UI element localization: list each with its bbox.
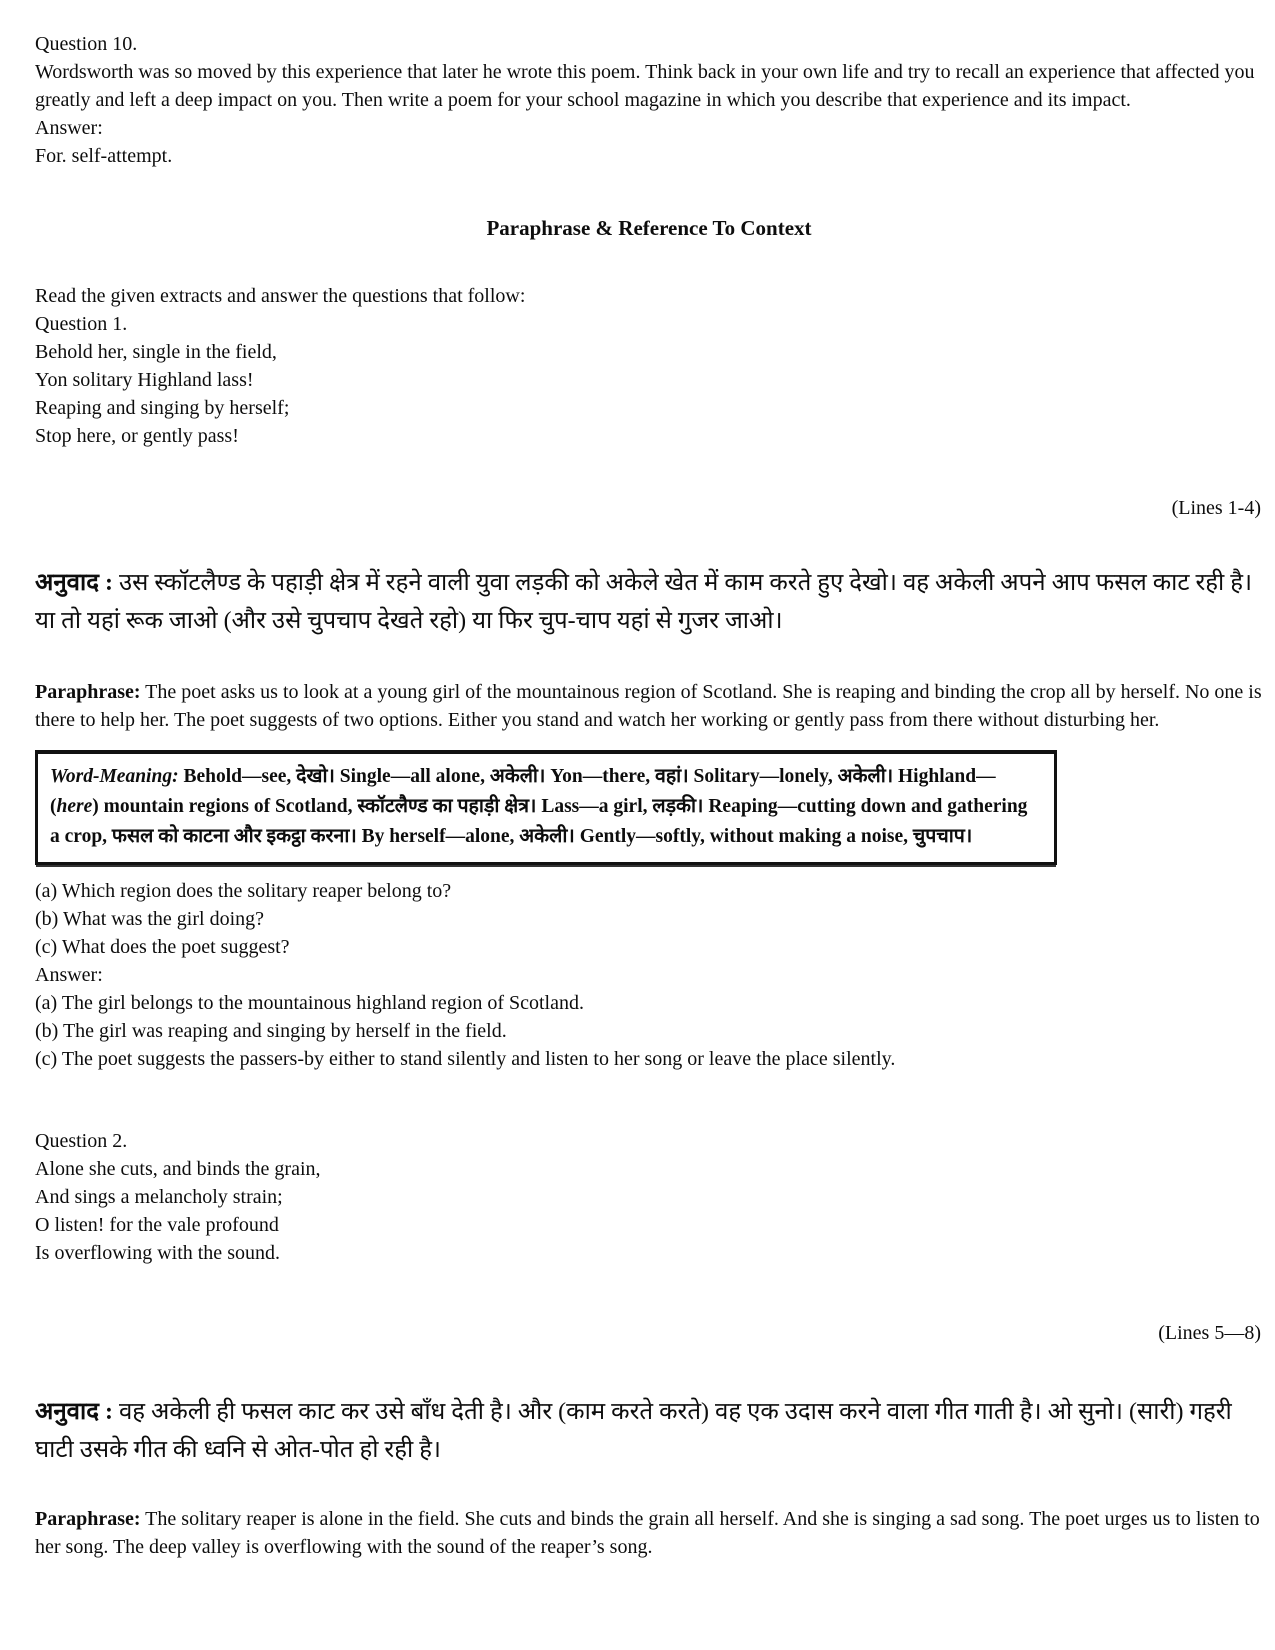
question10-block: [35, 30, 1263, 170]
sub-questions: [35, 877, 1263, 961]
anuvad-label: अनुवाद :: [35, 570, 113, 596]
section-heading: Paraphrase & Reference To Context: [486, 216, 812, 240]
lines-reference-1: (Lines 1-4): [1171, 497, 1261, 519]
question2-block: [35, 1127, 1263, 1267]
word-meaning-box: Word-Meaning: Behold—see, देखो। Single—all alone, अकेली। Yon—there, वहां। Solitary—lonely, अकेली। Highland—(here) mountain regions of Scotland, स्कॉटलैण्ड का पहाड़ी क्षेत्र। Lass—a girl, लड़की। Reaping—cutting down and gathering a crop, फसल को काटना और इकट्ठा करना। By herself—alone, अकेली। Gently—softly, without making a noise, चुपचाप।: [35, 750, 1057, 865]
question10-answer-label: Answer:: [35, 117, 103, 139]
anuvad-text: उस स्कॉटलैण्ड के पहाड़ी क्षेत्र में रहने वाली युवा लड़की को अकेले खेत में काम करते हुए देखो। वह अकेली अपने आप फसल काट रही है। या तो यहां रूक जाओ (और उसे चुपचाप देखते रहो) या फिर चुप-चाप यहां से गुजर जाओ।: [35, 570, 1253, 634]
poem-line: O listen! for the vale profound: [35, 1214, 279, 1236]
answer-label: Answer:: [35, 964, 103, 986]
anuvad-2: [35, 1393, 1263, 1469]
poem-line: Stop here, or gently pass!: [35, 425, 239, 447]
question2-title: Question 2.: [35, 1130, 128, 1152]
poem-stanza-2: [35, 1155, 1263, 1267]
poem-line: Is overflowing with the sound.: [35, 1242, 280, 1264]
paraphrase-label: Paraphrase:: [35, 681, 141, 703]
question10-body: Wordsworth was so moved by this experience that later he wrote this poem. Think back in your own life and try to recall an experience that affected you greatly and left a deep impact on you. Then write a poem for your school magazine in which you describe that experience and its impact.: [35, 61, 1255, 111]
poem-line: Behold her, single in the field,: [35, 341, 277, 363]
anuvad-text: वह अकेली ही फसल काट कर उसे बाँध देती है। और (काम करते करते) वह एक उदास करने वाला गीत गाती है। ओ सुनो। (सारी) गहरी घाटी उसके गीत की ध्वनि से ओत-पोत हो रही है।: [35, 1399, 1232, 1463]
paraphrase-label: Paraphrase:: [35, 1508, 141, 1530]
sub-question: (c) What does the poet suggest?: [35, 936, 290, 958]
paraphrase-2: [35, 1505, 1263, 1561]
sub-question: (b) What was the girl doing?: [35, 908, 265, 930]
lines-reference-2: (Lines 5—8): [1158, 1322, 1261, 1344]
anuvad-1: [35, 564, 1263, 640]
poem-stanza-1: [35, 338, 1263, 450]
anuvad-label: अनुवाद :: [35, 1399, 113, 1425]
poem-line: Reaping and singing by herself;: [35, 397, 290, 419]
poem-line: Alone she cuts, and binds the grain,: [35, 1158, 321, 1180]
answer-line: (c) The poet suggests the passers-by either to stand silently and listen to her song or leave the place silently.: [35, 1048, 896, 1070]
answer-line: (b) The girl was reaping and singing by herself in the field.: [35, 1020, 507, 1042]
question10-answer-text: For. self-attempt.: [35, 145, 173, 167]
poem-line: And sings a melancholy strain;: [35, 1186, 283, 1208]
paraphrase-text: The solitary reaper is alone in the field. She cuts and binds the grain all herself. And she is singing a sad song. The poet urges us to listen to her song. The deep valley is overflowing with the sound of the reaper’s song.: [35, 1508, 1260, 1558]
paraphrase-text: The poet asks us to look at a young girl of the mountainous region of Scotland. She is reaping and binding the crop all by herself. No one is there to help her. The poet suggests of two options. Either you stand and watch her working or gently pass from there without disturbing her.: [35, 681, 1262, 731]
poem-line: Yon solitary Highland lass!: [35, 369, 254, 391]
answer-line: (a) The girl belongs to the mountainous highland region of Scotland.: [35, 992, 584, 1014]
answers-block: [35, 961, 1263, 1073]
question1-title: Question 1.: [35, 313, 128, 335]
question1-block: [35, 282, 1263, 450]
paraphrase-1: [35, 678, 1263, 734]
extracts-intro: Read the given extracts and answer the questions that follow:: [35, 285, 526, 307]
sub-question: (a) Which region does the solitary reaper belong to?: [35, 880, 452, 902]
question10-title: Question 10.: [35, 33, 138, 55]
